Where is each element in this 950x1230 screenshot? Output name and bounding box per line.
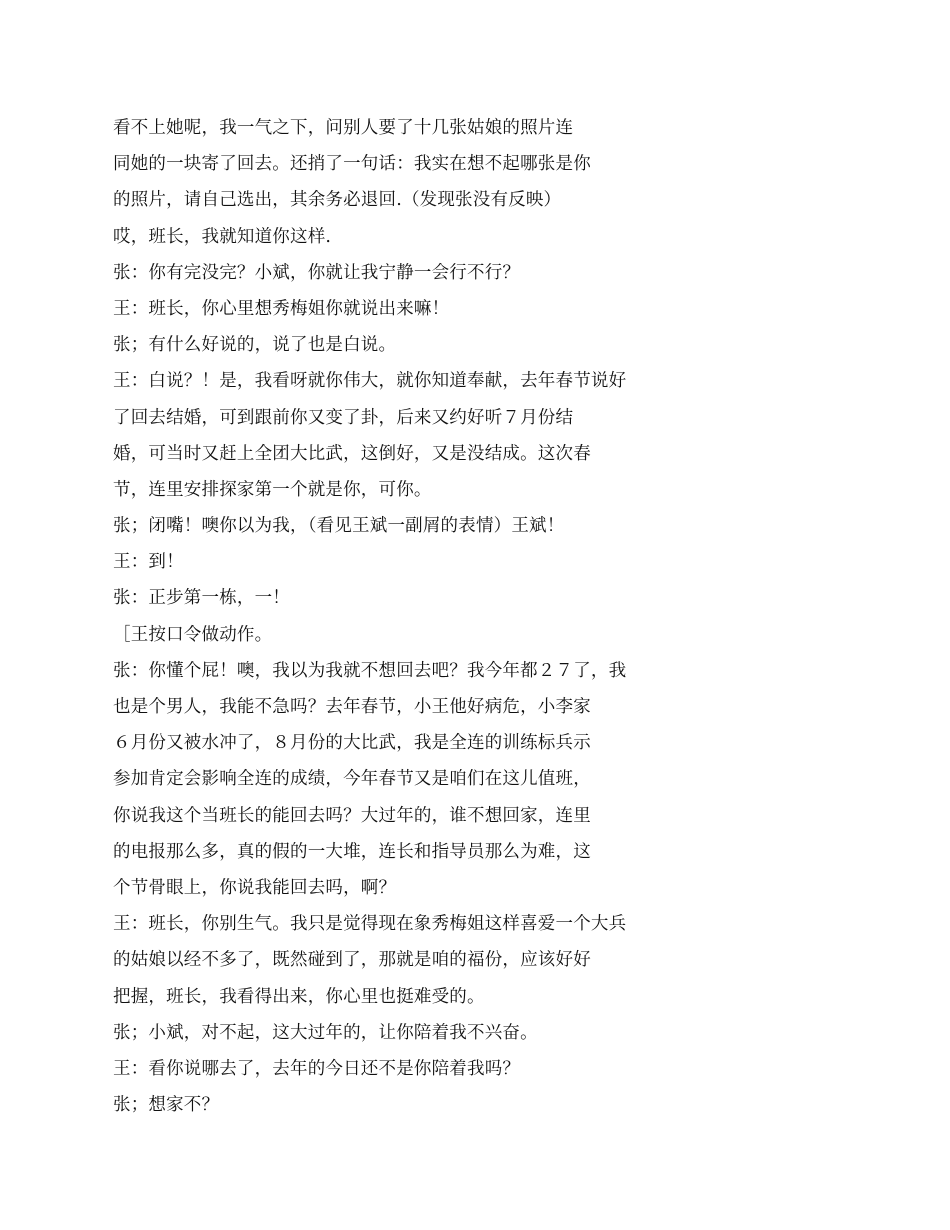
text-line: 节，连里安排探家第一个就是你，可你。 [113, 479, 432, 500]
text-line: 张：你懂个屁！噢，我以为我就不想回去吧？我今年都２７了，我 [113, 660, 627, 681]
text-line: 的电报那么多，真的假的一大堆，连长和指导员那么为难，这 [113, 841, 591, 862]
text-line: 王：班长，你别生气。我只是觉得现在象秀梅姐这样喜爱一个大兵 [113, 914, 627, 935]
text-line: 把握，班长，我看得出来，你心里也挺难受的。 [113, 986, 485, 1007]
text-line: 参加肯定会影响全连的成绩，今年春节又是咱们在这儿值班， [113, 769, 591, 790]
text-line: 了回去结婚，可到跟前你又变了卦，后来又约好听７月份结 [113, 407, 574, 428]
text-line: ［王按口令做动作。 [113, 624, 273, 645]
text-line: 王：到！ [113, 552, 184, 573]
text-line: 也是个男人，我能不急吗？去年春节，小王他好病危，小李家 [113, 697, 591, 717]
text-line: 张；有什么好说的，说了也是白说。 [113, 335, 397, 356]
text-line: 你说我这个当班长的能回去吗？大过年的，谁不想回家，连里 [113, 805, 591, 826]
text-line: 的姑娘以经不多了，既然碰到了，那就是咱的福份，应该好好 [113, 950, 591, 971]
text-line: 王：看你说哪去了，去年的今日还不是你陪着我吗？ [113, 1058, 521, 1079]
text-line: 张：你有完没完？小斌，你就让我宁静一会行不行？ [113, 262, 521, 283]
text-line: 个节骨眼上，你说我能回去吗，啊？ [113, 877, 397, 898]
text-line: 张；小斌，对不起，这大过年的，让你陪着我不兴奋。 [113, 1022, 538, 1043]
text-line: 哎，班长，我就知道你这样. [113, 226, 332, 247]
text-line: 同她的一块寄了回去。还捎了一句话：我实在想不起哪张是你 [113, 154, 591, 175]
text-line: 张：正步第一栋，一！ [113, 588, 290, 609]
text-line: 张；闭嘴！噢你以为我，（看见王斌一副屑的表情）王斌！ [113, 516, 565, 537]
text-line: 张；想家不？ [113, 1095, 220, 1116]
text-line: 王：班长，你心里想秀梅姐你就说出来嘛！ [113, 298, 450, 319]
text-line: 婚，可当时又赶上全团大比武，这倒好，又是没结成。这次春 [113, 443, 591, 464]
text-line: 王：白说？！是，我看呀就你伟大，就你知道奉献，去年春节说好 [113, 371, 627, 392]
script-text [113, 110, 813, 1123]
text-line: 看不上她呢，我一气之下，问别人要了十几张姑娘的照片连 [113, 118, 574, 138]
text-line: 的照片，请自己选出，其余务必退回.（发现张没有反映） [113, 190, 562, 211]
text-line: ６月份又被水冲了，８月份的大比武，我是全连的训练标兵示 [113, 733, 591, 754]
